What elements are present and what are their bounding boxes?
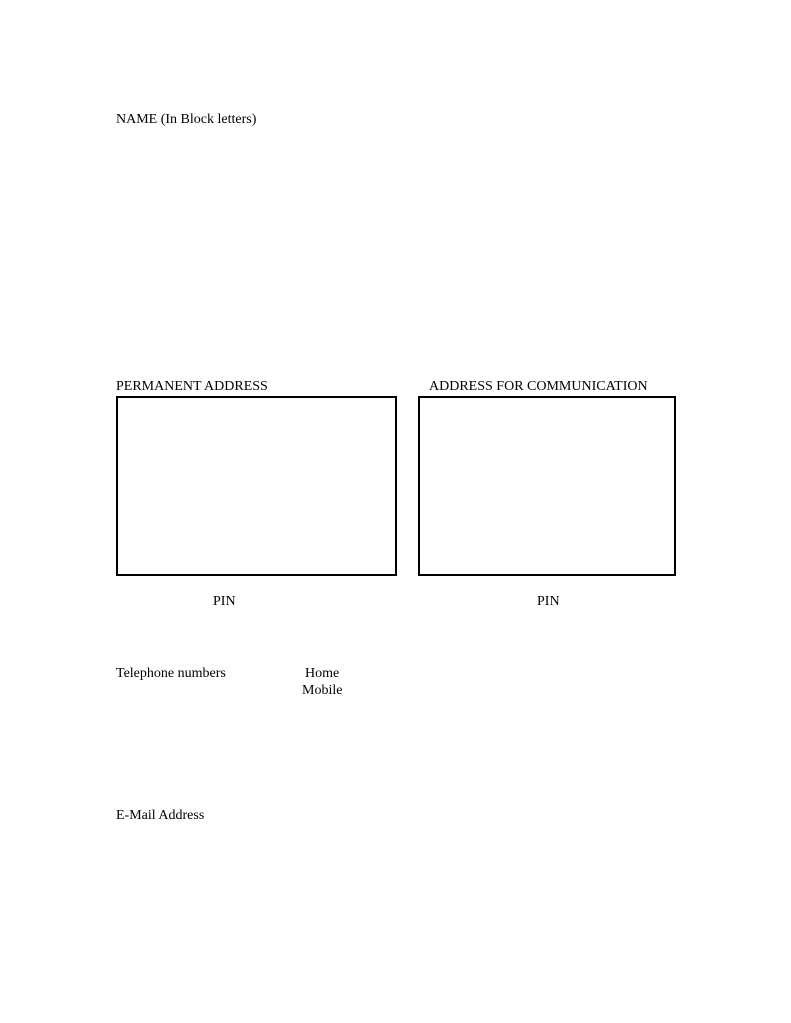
permanent-pin-label: PIN — [213, 594, 236, 609]
name-label: NAME (In Block letters) — [116, 112, 257, 127]
email-label: E-Mail Address — [116, 808, 205, 823]
communication-pin-label: PIN — [537, 594, 560, 609]
telephone-label: Telephone numbers — [116, 666, 226, 681]
permanent-address-box[interactable] — [116, 396, 397, 576]
home-phone-label: Home — [305, 666, 340, 681]
communication-address-label: ADDRESS FOR COMMUNICATION — [429, 379, 648, 394]
permanent-address-label: PERMANENT ADDRESS — [116, 379, 268, 394]
mobile-phone-label: Mobile — [302, 683, 343, 698]
communication-address-box[interactable] — [418, 396, 676, 576]
